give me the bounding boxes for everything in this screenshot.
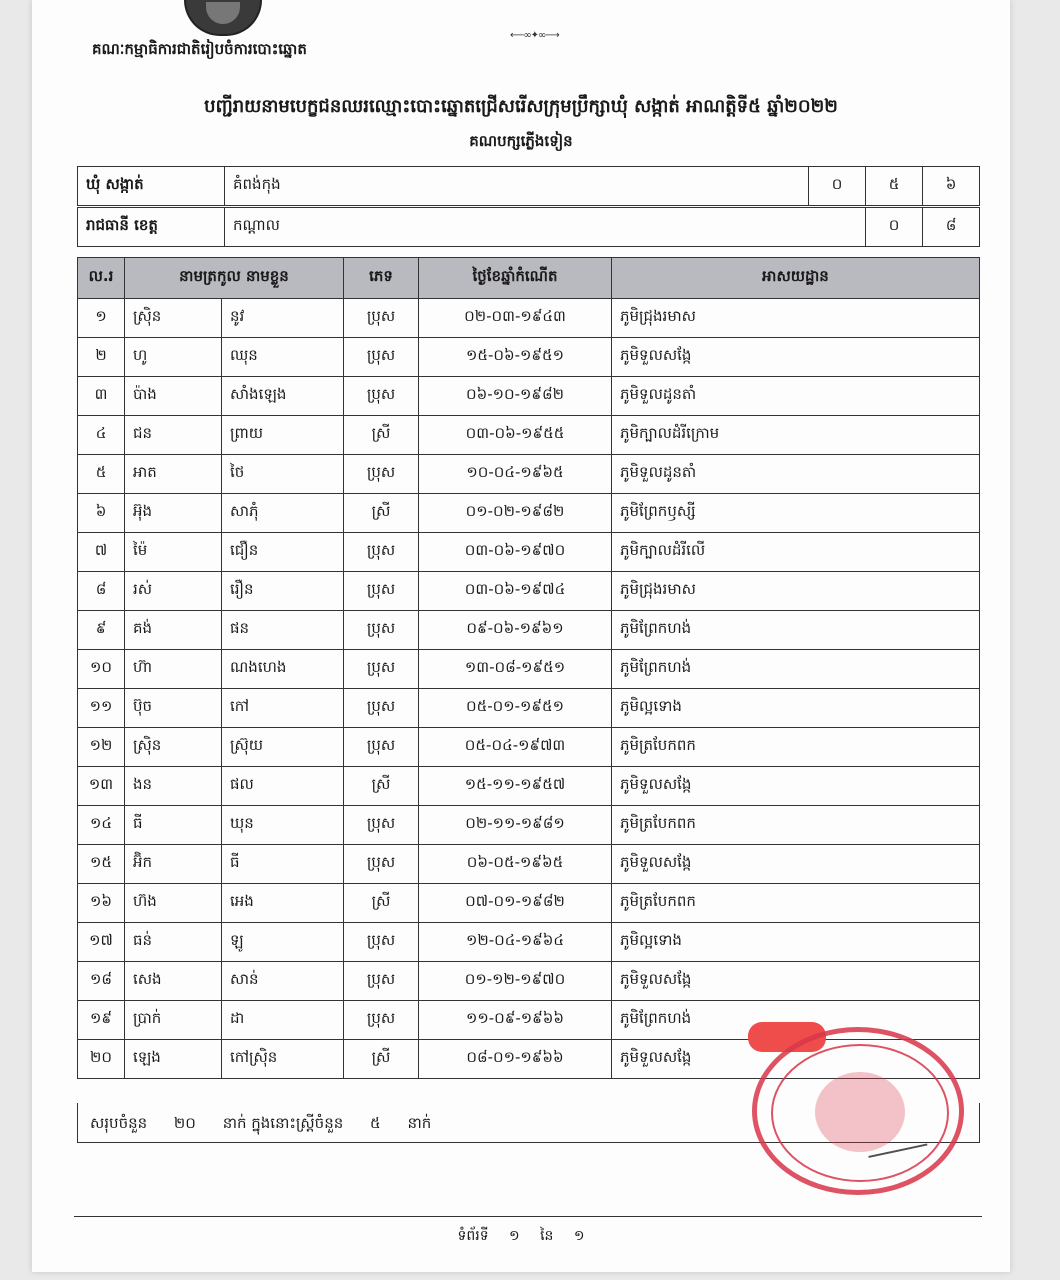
cell-given: សាភុំ: [222, 494, 344, 533]
page-total: ១: [573, 1228, 585, 1244]
page-indicator: [32, 1226, 1010, 1247]
cell-address: ភូមិល្អទោង: [612, 689, 980, 728]
cell-sex: ប្រុស: [344, 845, 419, 884]
cell-dob: ១០-០៤-១៩៦៥: [419, 455, 612, 494]
cell-given: អេង: [222, 884, 344, 923]
cell-family: ហ៊ង: [125, 884, 222, 923]
table-row: [78, 455, 980, 494]
cell-given: កៅ: [222, 689, 344, 728]
cell-family: ហូ: [125, 338, 222, 377]
cell-address: ភូមិក្បាលដំរីក្រោម: [612, 416, 980, 455]
cell-address: ភូមិទួលសង្កែ: [612, 962, 980, 1001]
cell-no: ១៦: [78, 884, 125, 923]
cell-family: រស់: [125, 572, 222, 611]
party-name: គណបក្សភ្លើងទៀន: [469, 132, 573, 150]
committee-name: គណៈកម្មាធិការជាតិរៀបចំការបោះឆ្នោត: [92, 40, 307, 58]
cell-address: ភូមិត្របែកពក: [612, 728, 980, 767]
cell-dob: ១៥-០៦-១៩៥១: [419, 338, 612, 377]
cell-dob: ១២-០៤-១៩៦៤: [419, 923, 612, 962]
cell-sex: ប្រុស: [344, 962, 419, 1001]
cell-address: ភូមិព្រែកហង់: [612, 611, 980, 650]
ornament-divider: ⟵∞✦∞⟶: [510, 30, 559, 41]
cell-dob: ០៣-០៦-១៩៧០: [419, 533, 612, 572]
cell-family: ប្រាក់: [125, 1001, 222, 1040]
cell-no: ៥: [78, 455, 125, 494]
cell-sex: ស្រី: [344, 1040, 419, 1079]
cell-given: រឿន: [222, 572, 344, 611]
total-label: សរុបចំនួន: [90, 1114, 148, 1132]
table-row: [78, 650, 980, 689]
cell-given: ឡូ: [222, 923, 344, 962]
cell-address: ភូមិព្រែកហង់: [612, 1001, 980, 1040]
cell-dob: ០២-០៣-១៩៤៣: [419, 299, 612, 338]
cell-dob: ១៥-១១-១៩៥៧: [419, 767, 612, 806]
cell-given: សាំងឡេង: [222, 377, 344, 416]
table-row: [78, 962, 980, 1001]
cell-no: ៩: [78, 611, 125, 650]
cell-sex: ប្រុស: [344, 455, 419, 494]
cell-sex: ប្រុស: [344, 338, 419, 377]
province-row: [77, 207, 980, 247]
official-stamp: [752, 1027, 964, 1195]
cell-address: ភូមិព្រែកហង់: [612, 650, 980, 689]
cell-address: ភូមិទួលដូនតាំ: [612, 455, 980, 494]
cell-family: ប៉ាង: [125, 377, 222, 416]
cell-no: ១: [78, 299, 125, 338]
cell-sex: ស្រី: [344, 494, 419, 533]
cell-address: ភូមិទួលសង្កែ: [612, 1040, 980, 1079]
cell-dob: ០១-០២-១៩៨២: [419, 494, 612, 533]
cell-family: អ៊ិក: [125, 845, 222, 884]
cell-no: ៦: [78, 494, 125, 533]
cell-given: កៅស្រ៊ិន: [222, 1040, 344, 1079]
emblem-logo: [184, 0, 262, 36]
cell-no: ៤: [78, 416, 125, 455]
cell-no: ៧: [78, 533, 125, 572]
table-row: [78, 533, 980, 572]
cell-no: ៨: [78, 572, 125, 611]
code-digit: ៦: [923, 167, 980, 206]
cell-dob: ០៣-០៦-១៩៥៥: [419, 416, 612, 455]
code-digit: ៨: [923, 208, 980, 247]
cell-no: ១៣: [78, 767, 125, 806]
cell-dob: ០១-១២-១៩៧០: [419, 962, 612, 1001]
cell-dob: ០៧-០១-១៩៨២: [419, 884, 612, 923]
cell-sex: ប្រុស: [344, 572, 419, 611]
cell-given: ធី: [222, 845, 344, 884]
women-label: នាក់ ក្នុងនោះស្ត្រីចំនួន: [222, 1114, 344, 1132]
cell-family: ធន់: [125, 923, 222, 962]
cell-no: ១៨: [78, 962, 125, 1001]
cell-address: ភូមិជ្រុងរមាស: [612, 299, 980, 338]
table-row: [78, 416, 980, 455]
cell-dob: ០៨-០១-១៩៦៦: [419, 1040, 612, 1079]
cell-dob: ០២-១១-១៩៨១: [419, 806, 612, 845]
cell-given: ឃុន: [222, 806, 344, 845]
cell-sex: ស្រី: [344, 416, 419, 455]
candidate-table: [77, 257, 980, 1079]
cell-sex: ប្រុស: [344, 299, 419, 338]
cell-sex: ប្រុស: [344, 923, 419, 962]
cell-dob: ១៣-០៨-១៩៥១: [419, 650, 612, 689]
cell-given: ថៃ: [222, 455, 344, 494]
cell-address: ភូមិល្អទោង: [612, 923, 980, 962]
cell-family: អាត: [125, 455, 222, 494]
cell-no: ១៧: [78, 923, 125, 962]
cell-sex: ប្រុស: [344, 806, 419, 845]
code-digit: ៥: [866, 167, 923, 206]
cell-family: ម៉ៃ: [125, 533, 222, 572]
cell-given: ណងហេង: [222, 650, 344, 689]
table-row: [78, 299, 980, 338]
cell-family: ធី: [125, 806, 222, 845]
cell-family: ហ៊ា: [125, 650, 222, 689]
province-value: កណ្ដាល: [225, 208, 866, 247]
table-row: [78, 572, 980, 611]
commune-value: គំពង់កុង: [225, 167, 809, 206]
cell-no: ៣: [78, 377, 125, 416]
table-row: [78, 806, 980, 845]
cell-dob: ០៦-១០-១៩៨២: [419, 377, 612, 416]
page-number: ១: [509, 1228, 520, 1244]
cell-given: ផន: [222, 611, 344, 650]
cell-no: ១៩: [78, 1001, 125, 1040]
cell-address: ភូមិទួលសង្កែ: [612, 845, 980, 884]
cell-family: ងន: [125, 767, 222, 806]
cell-dob: ១១-០៩-១៩៦៦: [419, 1001, 612, 1040]
cell-sex: ស្រី: [344, 884, 419, 923]
cell-address: ភូមិទួលដូនតាំ: [612, 377, 980, 416]
cell-no: ១០: [78, 650, 125, 689]
header-no: ល.រ: [78, 258, 125, 299]
header-address: អាសយដ្ឋាន: [612, 258, 980, 299]
cell-family: ប៊ុច: [125, 689, 222, 728]
commune-label: ឃុំ សង្កាត់: [78, 167, 225, 206]
cell-given: ឈុន: [222, 338, 344, 377]
cell-dob: ០៩-០៦-១៩៦១: [419, 611, 612, 650]
document-page: [32, 0, 1010, 1272]
document-title: បញ្ជីរាយនាមបេក្ខជនឈរឈ្មោះបោះឆ្នោតជ្រើសរើសក្រុមប្រឹក្សាឃុំ សង្កាត់ អាណត្តិទី៥ ឆ្នាំ២០២២: [204, 96, 838, 117]
cell-given: នូវ: [222, 299, 344, 338]
header-name: នាមត្រកូល នាមខ្លួន: [125, 258, 344, 299]
cell-given: ស្រ៊ុយ: [222, 728, 344, 767]
cell-sex: ប្រុស: [344, 611, 419, 650]
cell-dob: ០៥-០១-១៩៥១: [419, 689, 612, 728]
cell-no: ១៥: [78, 845, 125, 884]
table-row: [78, 728, 980, 767]
cell-address: ភូមិទួលសង្កែ: [612, 767, 980, 806]
cell-given: ព្រាយ: [222, 416, 344, 455]
cell-address: ភូមិត្របែកពក: [612, 806, 980, 845]
cell-no: ១៤: [78, 806, 125, 845]
cell-sex: ស្រី: [344, 767, 419, 806]
header-sex: ភេទ: [344, 258, 419, 299]
cell-sex: ប្រុស: [344, 533, 419, 572]
cell-dob: ០៣-០៦-១៩៧៤: [419, 572, 612, 611]
unit-label: នាក់: [407, 1114, 432, 1132]
table-row: [78, 845, 980, 884]
cell-family: ស្រ៊ិន: [125, 299, 222, 338]
cell-address: ភូមិព្រែកឫស្សី: [612, 494, 980, 533]
table-row: [78, 611, 980, 650]
cell-family: សេង: [125, 962, 222, 1001]
cell-sex: ប្រុស: [344, 650, 419, 689]
total-count: ២០: [173, 1114, 196, 1132]
commune-row: [77, 166, 980, 206]
header-dob: ថ្ងៃខែឆ្នាំកំណើត: [419, 258, 612, 299]
cell-sex: ប្រុស: [344, 377, 419, 416]
cell-no: ១១: [78, 689, 125, 728]
table-row: [78, 884, 980, 923]
table-row: [78, 494, 980, 533]
cell-no: ១២: [78, 728, 125, 767]
cell-family: អ៊ុង: [125, 494, 222, 533]
cell-family: ឡេង: [125, 1040, 222, 1079]
province-label: រាជធានី ខេត្ត: [78, 208, 225, 247]
cell-address: ភូមិជ្រុងរមាស: [612, 572, 980, 611]
cell-address: ភូមិក្បាលដំរីលើ: [612, 533, 980, 572]
cell-sex: ប្រុស: [344, 1001, 419, 1040]
table-row: [78, 338, 980, 377]
cell-family: ជន: [125, 416, 222, 455]
cell-no: ២: [78, 338, 125, 377]
footer-divider: [74, 1216, 982, 1217]
cell-given: ជឿន: [222, 533, 344, 572]
table-row: [78, 377, 980, 416]
cell-dob: ០៥-០៤-១៩៧៣: [419, 728, 612, 767]
page-label: ទំព័រទី: [457, 1228, 489, 1244]
cell-given: សាន់: [222, 962, 344, 1001]
table-row: [78, 923, 980, 962]
women-count: ៥: [370, 1114, 381, 1132]
cell-sex: ប្រុស: [344, 728, 419, 767]
table-row: [78, 767, 980, 806]
cell-given: ដា: [222, 1001, 344, 1040]
cell-dob: ០៦-០៥-១៩៦៥: [419, 845, 612, 884]
cell-family: ស្រ៊ិន: [125, 728, 222, 767]
cell-family: គង់: [125, 611, 222, 650]
cell-given: ផល: [222, 767, 344, 806]
cell-address: ភូមិទួលសង្កែ: [612, 338, 980, 377]
cell-address: ភូមិត្របែកពក: [612, 884, 980, 923]
cell-sex: ប្រុស: [344, 689, 419, 728]
of-label: នៃ: [540, 1228, 554, 1244]
table-row: [78, 689, 980, 728]
cell-no: ២០: [78, 1040, 125, 1079]
code-digit: ០: [866, 208, 923, 247]
code-digit: ០: [809, 167, 866, 206]
